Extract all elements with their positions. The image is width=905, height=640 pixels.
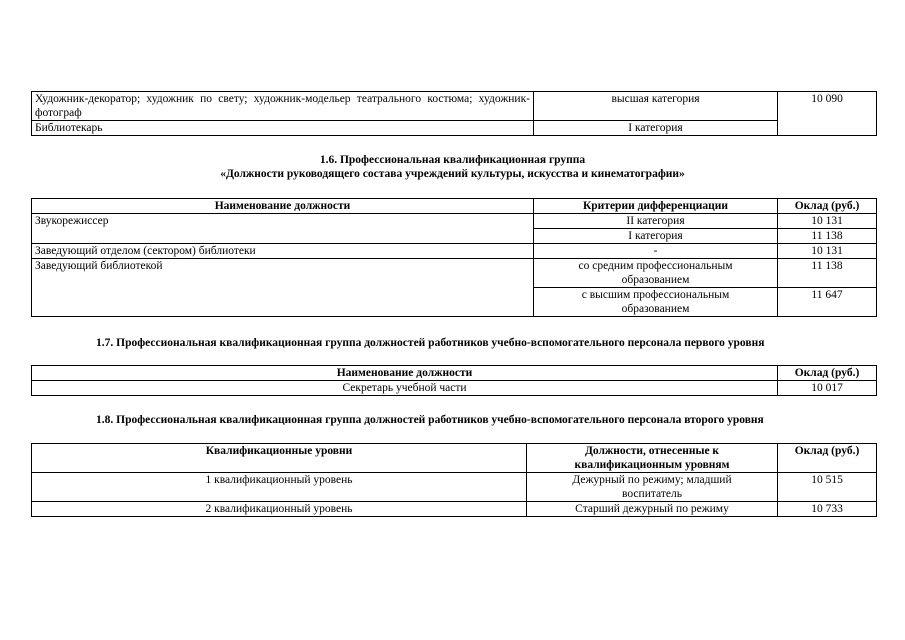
table-row bbox=[32, 381, 877, 396]
salary-cell: 10 515 bbox=[778, 473, 877, 502]
salary-cell: 11 138 bbox=[778, 229, 877, 244]
level-cell: 1 квалификационный уровень bbox=[32, 473, 527, 502]
salary-cell: 11 647 bbox=[778, 288, 877, 317]
column-header: Наименование должности bbox=[32, 199, 534, 214]
section-1-8-table bbox=[31, 443, 877, 517]
section-1-7-table bbox=[31, 365, 877, 396]
level-cell: 2 квалификационный уровень bbox=[32, 502, 527, 517]
table-row bbox=[32, 121, 877, 136]
column-header: Критерии дифференциации bbox=[534, 199, 778, 214]
section-title-line: «Должности руководящего состава учреждений культуры, искусства и кинематографии» bbox=[220, 168, 685, 180]
criteria-cell: высшая категория bbox=[534, 92, 778, 121]
table-row bbox=[32, 244, 877, 259]
section-title-line: 1.6. Профессиональная квалификационная группа bbox=[319, 154, 586, 166]
position-cell: Художник-декоратор; художник по свету; художник-модельер театрального костюма; художник-фотограф bbox=[32, 92, 534, 121]
section-1-8-title: 1.8. Профессиональная квалификационная группа должностей работников учебно-вспомогательного персонала второго уровня bbox=[96, 414, 764, 426]
criteria-cell: со средним профессиональным образованием bbox=[534, 259, 778, 288]
table-row bbox=[32, 259, 877, 288]
positions-cell: Старший дежурный по режиму bbox=[527, 502, 778, 517]
salary-cell: 11 138 bbox=[778, 259, 877, 288]
section-1-7-title: 1.7. Профессиональная квалификационная группа должностей работников учебно-вспомогательного персонала первого уровня bbox=[96, 337, 765, 349]
column-header: Должности, отнесенные к квалификационным уровням bbox=[527, 444, 778, 473]
column-header: Оклад (руб.) bbox=[778, 444, 877, 473]
table-header-row bbox=[32, 199, 877, 214]
criteria-cell: I категория bbox=[534, 121, 778, 136]
column-header: Квалификационные уровни bbox=[32, 444, 527, 473]
column-header: Оклад (руб.) bbox=[778, 199, 877, 214]
table-row bbox=[32, 214, 877, 229]
section-1-6-title bbox=[0, 153, 905, 181]
criteria-cell: - bbox=[534, 244, 778, 259]
criteria-cell: II категория bbox=[534, 214, 778, 229]
position-cell: Заведующий библиотекой bbox=[32, 259, 534, 317]
salary-cell: 10 090 bbox=[778, 92, 877, 136]
salary-cell: 10 017 bbox=[778, 381, 877, 396]
column-header: Наименование должности bbox=[32, 366, 778, 381]
table-row bbox=[32, 92, 877, 121]
table-row bbox=[32, 502, 877, 517]
criteria-cell: I категория bbox=[534, 229, 778, 244]
section-1-6-table bbox=[31, 198, 877, 317]
salary-cell: 10 733 bbox=[778, 502, 877, 517]
positions-cell: Дежурный по режиму; младший воспитатель bbox=[527, 473, 778, 502]
table-header-row bbox=[32, 444, 877, 473]
position-cell: Секретарь учебной части bbox=[32, 381, 778, 396]
salary-table-continuation bbox=[31, 91, 877, 136]
table-header-row bbox=[32, 366, 877, 381]
position-cell: Заведующий отделом (сектором) библиотеки bbox=[32, 244, 534, 259]
column-header: Оклад (руб.) bbox=[778, 366, 877, 381]
position-cell: Библиотекарь bbox=[32, 121, 534, 136]
criteria-cell: с высшим профессиональным образованием bbox=[534, 288, 778, 317]
table-row bbox=[32, 473, 877, 502]
salary-cell: 10 131 bbox=[778, 214, 877, 229]
salary-cell: 10 131 bbox=[778, 244, 877, 259]
position-cell: Звукорежиссер bbox=[32, 214, 534, 244]
